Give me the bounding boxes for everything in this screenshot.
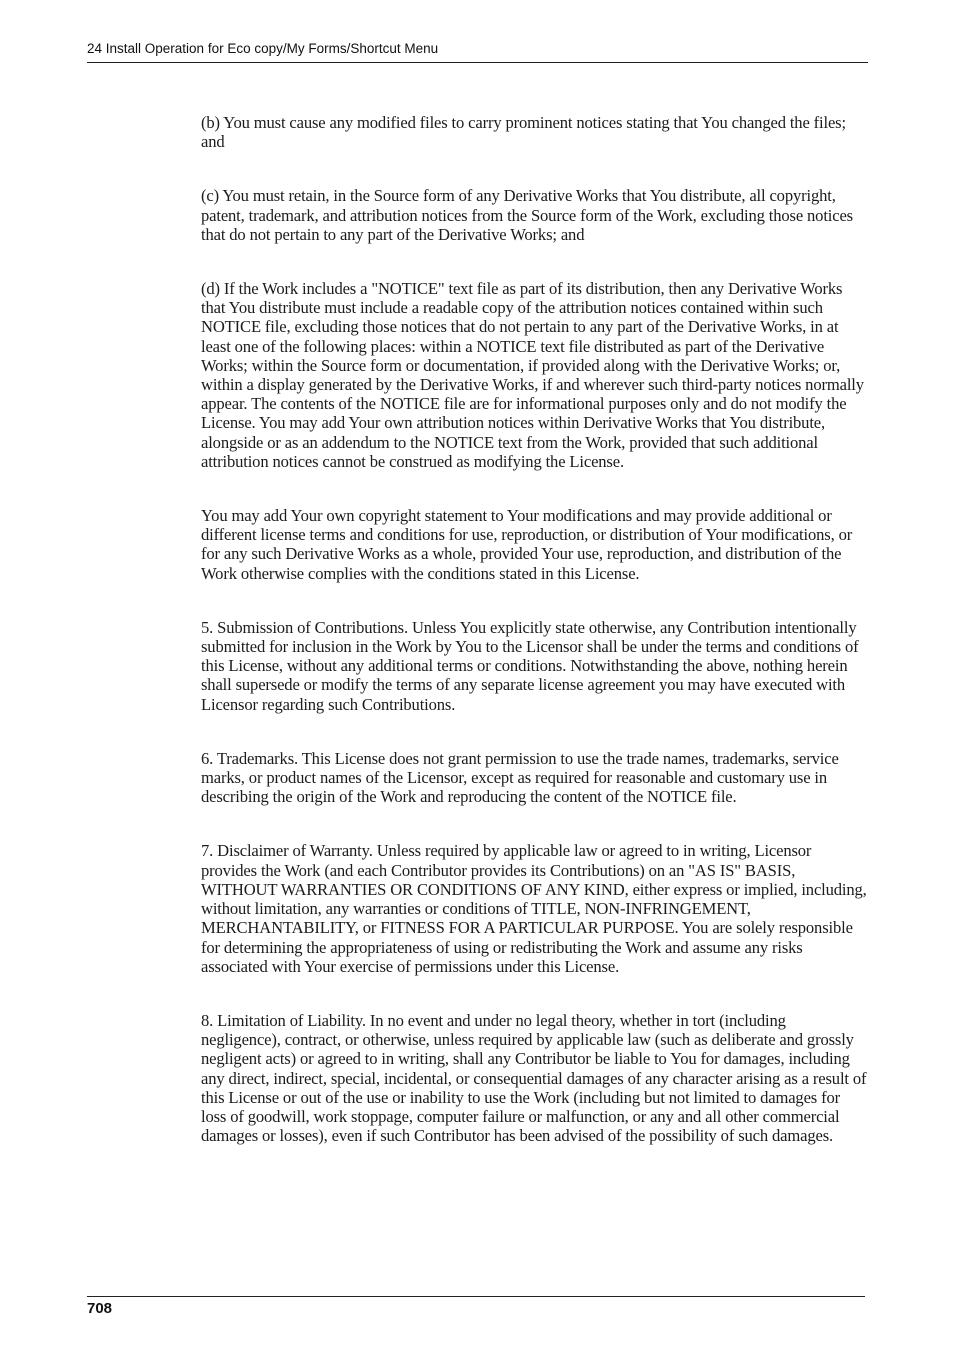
- paragraph-c: (c) You must retain, in the Source form of any Derivative Works that You distribute, all copyright, patent, trademark, and attribution notices from the Source form of the Work, excluding those notices that do not pertain to any part of the Derivative Works; and: [201, 186, 853, 244]
- section-8-liability: 8. Limitation of Liability. In no event and under no legal theory, whether in tort (including negligence), contract, or otherwise, unless required by applicable law (such as deliberate and grossly negligent acts) or agreed to in writing, shall any Contributor be liable to You for damages, including any direct, indirect, special, incidental, or consequential damages of any character arising as a result of this License or out of the use or inability to use the Work (including but not limited to damages for loss of goodwill, work stoppage, computer failure or malfunction, or any and all other commercial damages or losses), even if such Contributor has been advised of the possibility of such damages.: [201, 1010, 867, 1146]
- header-divider: [87, 62, 868, 63]
- section-5-contributions: 5. Submission of Contributions. Unless You explicitly state otherwise, any Contribution intentionally submitted for inclusion in the Work by You to the Licensor shall be under the terms and conditions of this License, without any additional terms or conditions. Notwithstanding the above, nothing herein shall supersede or modify the terms of any separate license agreement you may have executed with Licensor regarding such Contributions.: [201, 617, 859, 714]
- paragraph-b: (b) You must cause any modified files to carry prominent notices stating that You changed the files; and: [201, 113, 846, 152]
- page-body: [201, 113, 867, 1145]
- section-7-warranty: 7. Disclaimer of Warranty. Unless required by applicable law or agreed to in writing, Licensor provides the Work (and each Contributor provides its Contributions) on an "AS IS" BASIS, WITHOUT WARRANTIES OR CONDITIONS OF ANY KIND, either express or implied, including, without limitation, any warranties or conditions of TITLE, NON-INFRINGEMENT, MERCHANTABILITY, or FITNESS FOR A PARTICULAR PURPOSE. You are solely responsible for determining the appropriateness of using or redistributing the Work and assume any risks associated with Your exercise of permissions under this License.: [201, 841, 867, 976]
- paragraph-modifications: You may add Your own copyright statement to Your modifications and may provide additional or different license terms and conditions for use, reproduction, or distribution of Your modifications, or for any such Derivative Works as a whole, provided Your use, reproduction, and distribution of the Work otherwise complies with the conditions stated in this License.: [201, 506, 853, 583]
- section-6-trademarks: 6. Trademarks. This License does not grant permission to use the trade names, trademarks, service marks, or product names of the Licensor, except as required for reasonable and customary use in describing the origin of the Work and reproducing the content of the NOTICE file.: [201, 748, 839, 807]
- paragraph-d: (d) If the Work includes a "NOTICE" text file as part of its distribution, then any Derivative Works that You distribute must include a readable copy of the attribution notices contained within such NOTICE file, excluding those notices that do not pertain to any part of the Derivative Works, in at least one of the following places: within a NOTICE text file distributed as part of the Derivative Works; within the Source form or documentation, if provided along with the Derivative Works; or, within a display generated by the Derivative Works, if and wherever such third-party notices normally appear. The contents of the NOTICE file are for informational purposes only and do not modify the License. You may add Your own attribution notices within Derivative Works that You distribute, alongside or as an addendum to the NOTICE text from the Work, provided that such additional attribution notices cannot be construed as modifying the License.: [201, 279, 864, 471]
- running-header: 24 Install Operation for Eco copy/My Forms/Shortcut Menu: [87, 41, 439, 56]
- page-number: 708: [87, 1300, 113, 1317]
- footer-divider: [87, 1296, 865, 1297]
